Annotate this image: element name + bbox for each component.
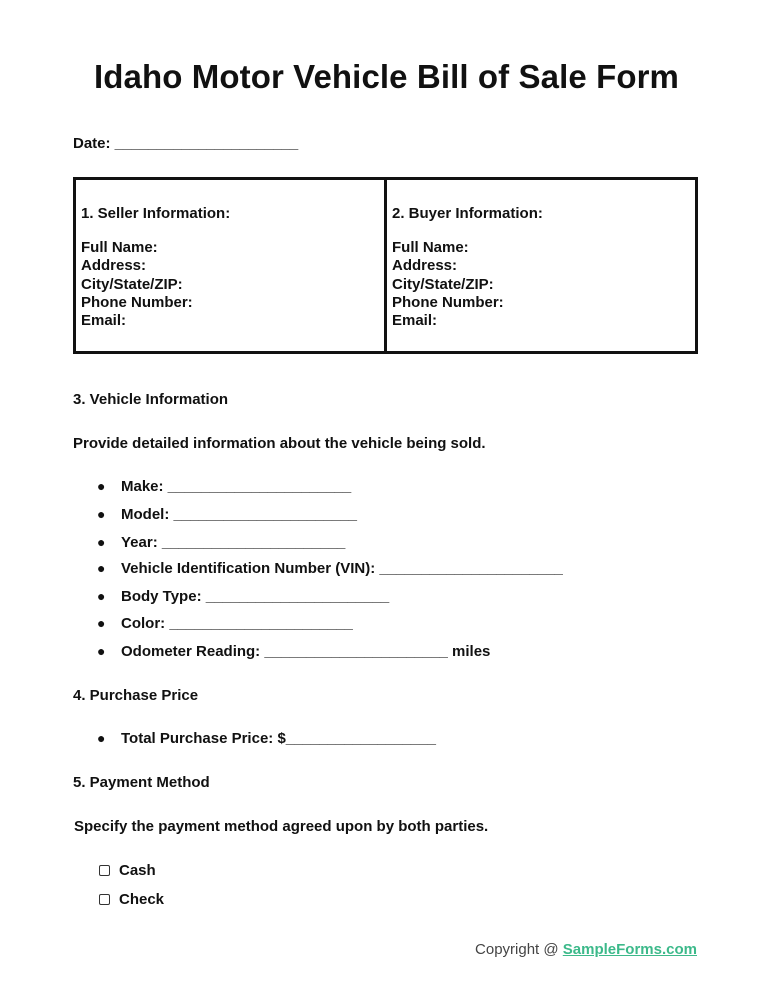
- vehicle-item-text: Year: ______________________: [121, 534, 346, 551]
- payment-option-cash[interactable]: [99, 862, 156, 879]
- bullet-icon: ●: [97, 560, 106, 576]
- seller-field: Phone Number:: [81, 293, 193, 311]
- buyer-field: Full Name:: [392, 239, 469, 256]
- buyer-field: City/State/ZIP:: [392, 275, 494, 293]
- list-item: [97, 643, 490, 660]
- buyer-field-list: [392, 239, 695, 330]
- purchase-heading: 4. Purchase Price: [73, 687, 199, 704]
- seller-heading: 1. Seller Information:: [81, 205, 231, 222]
- copyright-footer: [475, 941, 697, 958]
- list-item: [97, 730, 436, 747]
- bullet-icon: ●: [97, 534, 106, 550]
- bullet-icon: ●: [97, 588, 106, 604]
- list-item: [97, 588, 389, 605]
- payment-heading: 5. Payment Method: [73, 774, 210, 791]
- buyer-field: Address:: [392, 257, 458, 275]
- bullet-icon: ●: [97, 478, 106, 494]
- vehicle-item-text: Odometer Reading: ______________________ miles: [121, 643, 491, 660]
- seller-info-cell: [76, 180, 384, 351]
- payment-option-check[interactable]: [99, 891, 164, 908]
- date-field: Date: ______________________: [73, 135, 299, 152]
- seller-field: Email:: [81, 312, 127, 330]
- payment-description: Specify the payment method agreed upon by both parties.: [74, 818, 489, 835]
- vehicle-item-text: Vehicle Identification Number (VIN): ______________________: [121, 560, 563, 577]
- checkbox-icon[interactable]: [99, 865, 110, 876]
- vehicle-item-text: Make: ______________________: [121, 478, 352, 495]
- buyer-info-cell: [384, 180, 695, 351]
- vehicle-item-text: Model: ______________________: [121, 506, 358, 523]
- bullet-icon: ●: [97, 615, 106, 631]
- page-title: Idaho Motor Vehicle Bill of Sale Form: [94, 58, 679, 95]
- buyer-field: Phone Number:: [392, 293, 504, 311]
- buyer-field: Email:: [392, 312, 438, 330]
- seller-field-list: [81, 239, 384, 330]
- copyright-prefix: Copyright @: [475, 941, 563, 958]
- payment-option-label: Cash: [119, 862, 156, 879]
- seller-field: City/State/ZIP:: [81, 275, 183, 293]
- bullet-icon: ●: [97, 506, 106, 522]
- bullet-icon: ●: [97, 730, 106, 746]
- list-item: [97, 506, 357, 523]
- vehicle-description: Provide detailed information about the vehicle being sold.: [73, 435, 486, 452]
- brand-link[interactable]: SampleForms.com: [562, 941, 697, 958]
- list-item: [97, 615, 353, 632]
- list-item: [97, 534, 345, 551]
- vehicle-item-text: Color: ______________________: [121, 615, 353, 632]
- list-item: [97, 478, 351, 495]
- vehicle-heading: 3. Vehicle Information: [73, 391, 229, 408]
- vehicle-item-text: Body Type: ______________________: [121, 588, 390, 605]
- buyer-heading: 2. Buyer Information:: [392, 205, 543, 222]
- list-item: [97, 560, 563, 577]
- bullet-icon: ●: [97, 643, 106, 659]
- payment-option-label: Check: [119, 891, 165, 908]
- parties-table: [73, 177, 698, 354]
- seller-field: Full Name:: [81, 239, 158, 256]
- seller-field: Address:: [81, 257, 147, 275]
- checkbox-icon[interactable]: [99, 894, 110, 905]
- purchase-item-text: Total Purchase Price: $__________________: [121, 730, 436, 747]
